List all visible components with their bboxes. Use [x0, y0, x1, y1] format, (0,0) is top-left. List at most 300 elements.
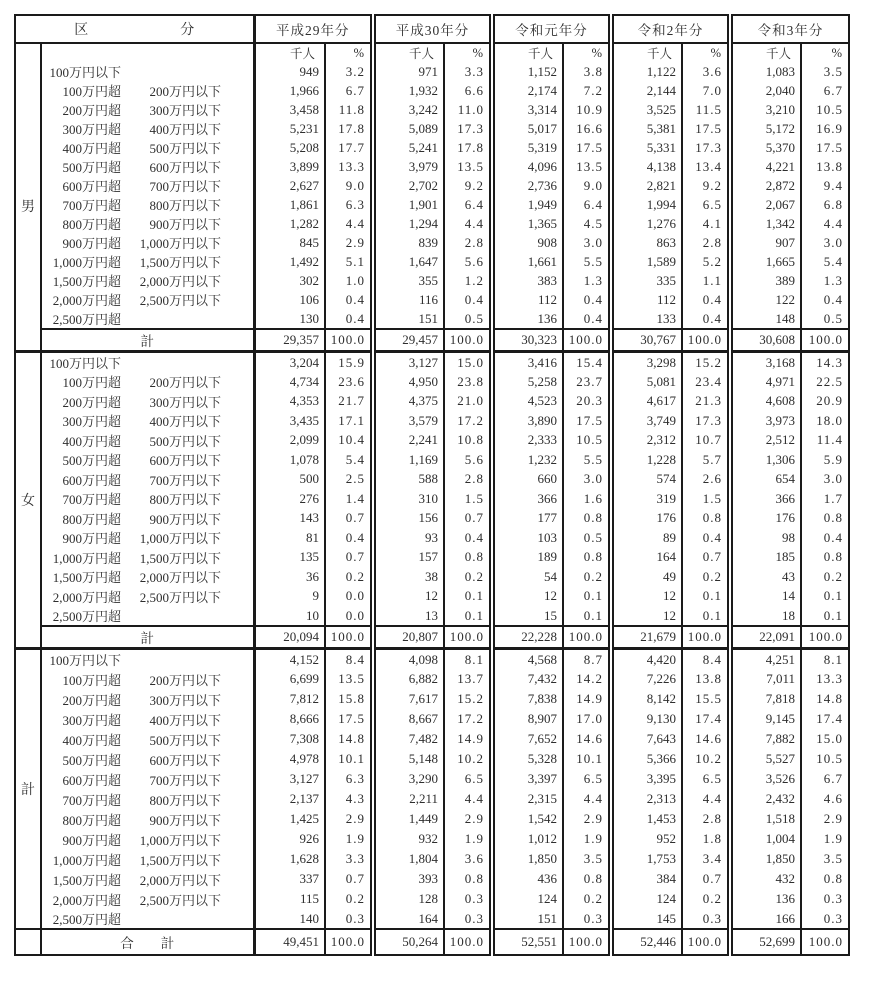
- count-value: 103: [492, 528, 563, 548]
- income-bracket-label: [41, 195, 254, 214]
- count-value: 98: [730, 528, 801, 548]
- percent-label: %: [563, 43, 611, 62]
- percent-value: 16.6: [563, 119, 611, 138]
- bracket-to: 700万円以下: [149, 772, 221, 788]
- percent-value: 3.2: [325, 62, 373, 81]
- percent-value: 8.4: [682, 649, 730, 670]
- count-value: 1,850: [730, 849, 801, 869]
- count-value: 4,152: [254, 649, 325, 670]
- percent-value: 0.2: [682, 567, 730, 587]
- count-value: 135: [254, 548, 325, 568]
- count-value: 14: [730, 587, 801, 607]
- count-value: 140: [254, 909, 325, 929]
- table-row: [15, 372, 849, 392]
- percent-value: 100.0: [801, 626, 849, 649]
- count-value: 7,226: [611, 669, 682, 689]
- count-value: 3,314: [492, 100, 563, 119]
- percent-value: 9.2: [444, 176, 492, 195]
- bracket-to: 800万円以下: [149, 792, 221, 808]
- percent-value: 17.0: [563, 709, 611, 729]
- count-value: 30,767: [611, 329, 682, 352]
- percent-value: 13.8: [801, 157, 849, 176]
- percent-value: 0.3: [801, 909, 849, 929]
- table-row: [15, 809, 849, 829]
- count-value: 908: [492, 233, 563, 252]
- count-value: 20,094: [254, 626, 325, 649]
- count-value: 36: [254, 567, 325, 587]
- bracket-to: 900万円以下: [149, 812, 221, 828]
- table-row: [15, 290, 849, 309]
- table-row: [15, 649, 849, 670]
- bracket-from: 600万円超: [62, 772, 121, 788]
- income-bracket-label: [41, 214, 254, 233]
- count-value: 6,699: [254, 669, 325, 689]
- count-value: 3,979: [373, 157, 444, 176]
- percent-value: 20.9: [801, 392, 849, 412]
- count-value: 1,276: [611, 214, 682, 233]
- count-value: 12: [611, 606, 682, 626]
- count-value: 2,099: [254, 431, 325, 451]
- count-value: 54: [492, 567, 563, 587]
- percent-value: 3.6: [444, 849, 492, 869]
- count-value: 1,453: [611, 809, 682, 829]
- percent-value: 13.5: [325, 669, 373, 689]
- count-value: 389: [730, 271, 801, 290]
- table-row: [15, 450, 849, 470]
- count-value: 5,081: [611, 372, 682, 392]
- income-bracket-label: [41, 470, 254, 490]
- count-value: 4,420: [611, 649, 682, 670]
- income-bracket-label: [41, 689, 254, 709]
- percent-value: 1.8: [682, 829, 730, 849]
- count-value: 926: [254, 829, 325, 849]
- percent-value: 3.3: [444, 62, 492, 81]
- percent-value: 4.4: [563, 789, 611, 809]
- count-value: 176: [611, 509, 682, 529]
- percent-value: 0.1: [682, 606, 730, 626]
- income-bracket-label: [41, 729, 254, 749]
- count-value: 1,753: [611, 849, 682, 869]
- percent-value: 0.7: [325, 548, 373, 568]
- bracket-to: 2,500万円以下: [139, 892, 221, 908]
- percent-value: 14.9: [444, 729, 492, 749]
- percent-value: 4.4: [325, 214, 373, 233]
- percent-value: 6.5: [682, 769, 730, 789]
- bracket-from: 700万円超: [62, 792, 121, 808]
- percent-value: 7.0: [682, 81, 730, 100]
- count-value: 9,130: [611, 709, 682, 729]
- count-value: 5,089: [373, 119, 444, 138]
- percent-value: 6.5: [563, 769, 611, 789]
- percent-value: 100.0: [325, 626, 373, 649]
- count-value: 5,208: [254, 138, 325, 157]
- percent-value: 15.0: [444, 352, 492, 373]
- count-value: 7,818: [730, 689, 801, 709]
- income-bracket-label: [41, 709, 254, 729]
- percent-value: 0.4: [444, 290, 492, 309]
- percent-value: 17.5: [563, 411, 611, 431]
- percent-value: 0.1: [801, 606, 849, 626]
- count-value: 143: [254, 509, 325, 529]
- count-value: 1,365: [492, 214, 563, 233]
- bracket-to: 1,500万円以下: [139, 255, 221, 270]
- income-bracket-label: [41, 290, 254, 309]
- bracket-from: 500万円超: [62, 160, 121, 175]
- count-value: 145: [611, 909, 682, 929]
- count-value: 2,211: [373, 789, 444, 809]
- income-bracket-label: [41, 62, 254, 81]
- percent-value: 100.0: [682, 929, 730, 955]
- percent-value: 3.5: [801, 62, 849, 81]
- income-bracket-label: [41, 411, 254, 431]
- count-value: 176: [730, 509, 801, 529]
- count-value: 574: [611, 470, 682, 490]
- bracket-from: 300万円超: [62, 712, 121, 728]
- percent-value: 0.3: [682, 909, 730, 929]
- percent-value: 4.4: [444, 214, 492, 233]
- count-value: 148: [730, 309, 801, 329]
- count-value: 3,973: [730, 411, 801, 431]
- percent-value: 17.1: [325, 411, 373, 431]
- count-value: 5,017: [492, 119, 563, 138]
- count-value: 5,231: [254, 119, 325, 138]
- income-bracket-label: [41, 869, 254, 889]
- count-value: 9: [254, 587, 325, 607]
- count-value: 4,568: [492, 649, 563, 670]
- count-value: 7,652: [492, 729, 563, 749]
- percent-value: 2.9: [801, 809, 849, 829]
- percent-value: 14.2: [563, 669, 611, 689]
- percent-value: 100.0: [563, 929, 611, 955]
- percent-value: 0.0: [325, 606, 373, 626]
- percent-value: 0.4: [682, 290, 730, 309]
- count-value: 22,228: [492, 626, 563, 649]
- count-value: 5,172: [730, 119, 801, 138]
- percent-value: 0.2: [325, 567, 373, 587]
- count-value: 22,091: [730, 626, 801, 649]
- count-value: 52,551: [492, 929, 563, 955]
- count-value: 189: [492, 548, 563, 568]
- bracket-from: 900万円超: [62, 236, 121, 251]
- count-value: 393: [373, 869, 444, 889]
- count-value: 1,932: [373, 81, 444, 100]
- count-value: 1,078: [254, 450, 325, 470]
- count-value: 319: [611, 489, 682, 509]
- count-value: 863: [611, 233, 682, 252]
- count-value: 5,331: [611, 138, 682, 157]
- income-bracket-label: [41, 271, 254, 290]
- count-value: 1,282: [254, 214, 325, 233]
- count-value: 185: [730, 548, 801, 568]
- count-value: 4,251: [730, 649, 801, 670]
- count-value: 122: [730, 290, 801, 309]
- bracket-from: 100万円以下: [49, 65, 121, 80]
- percent-value: 17.4: [801, 709, 849, 729]
- table-row: [15, 214, 849, 233]
- count-value: 12: [611, 587, 682, 607]
- percent-value: 4.4: [682, 789, 730, 809]
- count-value: 500: [254, 470, 325, 490]
- percent-value: 2.8: [682, 809, 730, 829]
- count-value: 1,994: [611, 195, 682, 214]
- percent-value: 15.8: [325, 689, 373, 709]
- percent-label: %: [444, 43, 492, 62]
- unit-label: 千人: [254, 43, 325, 62]
- count-value: 7,011: [730, 669, 801, 689]
- unit-header-spacer: [41, 43, 254, 62]
- percent-value: 9.0: [325, 176, 373, 195]
- bracket-to: 200万円以下: [149, 84, 221, 99]
- count-value: 335: [611, 271, 682, 290]
- bracket-from: 2,500万円超: [52, 609, 121, 624]
- bracket-to: 500万円以下: [149, 141, 221, 156]
- percent-value: 100.0: [682, 626, 730, 649]
- bracket-from: 200万円超: [62, 103, 121, 118]
- percent-value: 14.8: [325, 729, 373, 749]
- percent-value: 0.7: [325, 509, 373, 529]
- income-bracket-label: [41, 769, 254, 789]
- count-value: 81: [254, 528, 325, 548]
- count-value: 5,527: [730, 749, 801, 769]
- count-value: 164: [611, 548, 682, 568]
- bracket-to: 2,000万円以下: [139, 274, 221, 289]
- percent-value: 0.7: [682, 548, 730, 568]
- count-value: 2,313: [611, 789, 682, 809]
- count-value: 1,122: [611, 62, 682, 81]
- table-row: [15, 729, 849, 749]
- bracket-to: 300万円以下: [149, 692, 221, 708]
- count-value: 106: [254, 290, 325, 309]
- count-value: 1,425: [254, 809, 325, 829]
- count-value: 130: [254, 309, 325, 329]
- percent-value: 17.5: [325, 709, 373, 729]
- table-row: [15, 548, 849, 568]
- count-value: 2,627: [254, 176, 325, 195]
- percent-value: 0.4: [563, 309, 611, 329]
- percent-value: 1.7: [801, 489, 849, 509]
- percent-value: 1.9: [444, 829, 492, 849]
- percent-value: 0.3: [801, 889, 849, 909]
- count-value: 3,210: [730, 100, 801, 119]
- subtotal-label: 計: [41, 626, 254, 649]
- table-row: [15, 431, 849, 451]
- percent-value: 5.4: [325, 450, 373, 470]
- table-row: [15, 100, 849, 119]
- percent-value: 0.8: [801, 869, 849, 889]
- percent-value: 0.4: [682, 528, 730, 548]
- income-bracket-label: [41, 909, 254, 929]
- table-row: [15, 669, 849, 689]
- count-value: 3,416: [492, 352, 563, 373]
- percent-value: 17.7: [325, 138, 373, 157]
- percent-value: 16.9: [801, 119, 849, 138]
- count-value: 4,096: [492, 157, 563, 176]
- percent-value: 0.4: [325, 290, 373, 309]
- count-value: 3,204: [254, 352, 325, 373]
- year-header-h29: 平成29年分: [254, 15, 373, 43]
- count-value: 2,512: [730, 431, 801, 451]
- percent-value: 15.5: [682, 689, 730, 709]
- percent-value: 100.0: [801, 929, 849, 955]
- count-value: 1,449: [373, 809, 444, 829]
- table-body: [15, 62, 849, 955]
- count-value: 2,821: [611, 176, 682, 195]
- count-value: 2,702: [373, 176, 444, 195]
- count-value: 43: [730, 567, 801, 587]
- percent-value: 0.1: [444, 587, 492, 607]
- bracket-to: 600万円以下: [149, 160, 221, 175]
- count-value: 1,169: [373, 450, 444, 470]
- percent-value: 0.5: [563, 528, 611, 548]
- percent-value: 10.1: [325, 749, 373, 769]
- bracket-to: 600万円以下: [149, 453, 221, 469]
- bracket-to: 300万円以下: [149, 394, 221, 410]
- bracket-to: 500万円以下: [149, 433, 221, 449]
- income-bracket-label: [41, 309, 254, 329]
- table-row: [15, 689, 849, 709]
- percent-value: 23.8: [444, 372, 492, 392]
- income-bracket-label: [41, 528, 254, 548]
- bracket-from: 600万円超: [62, 472, 121, 488]
- year-header-r03: 令和3年分: [730, 15, 849, 43]
- bracket-from: 2,000万円超: [52, 892, 121, 908]
- percent-value: 2.5: [325, 470, 373, 490]
- percent-value: 11.5: [682, 100, 730, 119]
- count-value: 3,395: [611, 769, 682, 789]
- percent-value: 1.9: [563, 829, 611, 849]
- percent-value: 5.7: [682, 450, 730, 470]
- count-value: 29,357: [254, 329, 325, 352]
- percent-value: 15.0: [801, 729, 849, 749]
- bracket-from: 100万円以下: [49, 356, 121, 371]
- count-value: 5,258: [492, 372, 563, 392]
- count-value: 133: [611, 309, 682, 329]
- percent-value: 17.2: [444, 709, 492, 729]
- section-label: 計: [15, 649, 41, 930]
- bracket-from: 400万円超: [62, 141, 121, 156]
- table-row: [15, 271, 849, 290]
- percent-value: 0.2: [325, 889, 373, 909]
- percent-value: 5.2: [682, 252, 730, 271]
- year-header-r02: 令和2年分: [611, 15, 730, 43]
- income-bracket-label: [41, 450, 254, 470]
- income-bracket-label: [41, 100, 254, 119]
- count-value: 1,949: [492, 195, 563, 214]
- income-bracket-label: [41, 157, 254, 176]
- percent-value: 21.3: [682, 392, 730, 412]
- count-value: 1,966: [254, 81, 325, 100]
- bracket-from: 2,500万円超: [52, 912, 121, 927]
- percent-value: 0.8: [682, 509, 730, 529]
- count-value: 20,807: [373, 626, 444, 649]
- bracket-to: 300万円以下: [149, 103, 221, 118]
- bracket-from: 900万円超: [62, 832, 121, 848]
- percent-value: 2.9: [444, 809, 492, 829]
- percent-value: 9.4: [801, 176, 849, 195]
- count-value: 3,290: [373, 769, 444, 789]
- percent-value: 21.7: [325, 392, 373, 412]
- count-value: 3,435: [254, 411, 325, 431]
- count-value: 136: [730, 889, 801, 909]
- percent-value: 6.7: [801, 81, 849, 100]
- count-value: 3,899: [254, 157, 325, 176]
- income-bracket-label: [41, 233, 254, 252]
- percent-value: 11.8: [325, 100, 373, 119]
- count-value: 4,353: [254, 392, 325, 412]
- count-value: 6,882: [373, 669, 444, 689]
- table-row: [15, 587, 849, 607]
- percent-value: 3.5: [563, 849, 611, 869]
- count-value: 128: [373, 889, 444, 909]
- income-bracket-label: [41, 587, 254, 607]
- percent-value: 5.5: [563, 252, 611, 271]
- count-value: 4,375: [373, 392, 444, 412]
- bracket-to: 2,000万円以下: [139, 570, 221, 586]
- count-value: 177: [492, 509, 563, 529]
- count-value: 5,241: [373, 138, 444, 157]
- percent-label: %: [682, 43, 730, 62]
- percent-value: 1.3: [801, 271, 849, 290]
- count-value: 1,589: [611, 252, 682, 271]
- table-row: [15, 233, 849, 252]
- percent-value: 10.2: [682, 749, 730, 769]
- bracket-from: 300万円超: [62, 122, 121, 137]
- count-value: 9,145: [730, 709, 801, 729]
- count-value: 2,137: [254, 789, 325, 809]
- count-value: 2,241: [373, 431, 444, 451]
- count-value: 1,232: [492, 450, 563, 470]
- bracket-from: 200万円超: [62, 394, 121, 410]
- percent-value: 6.3: [325, 769, 373, 789]
- percent-value: 1.5: [682, 489, 730, 509]
- subtotal-row: [15, 626, 849, 649]
- bracket-from: 1,500万円超: [52, 872, 121, 888]
- income-bracket-label: [41, 176, 254, 195]
- count-value: 3,242: [373, 100, 444, 119]
- percent-value: 3.0: [801, 233, 849, 252]
- bracket-to: 900万円以下: [149, 511, 221, 527]
- percent-value: 0.8: [801, 548, 849, 568]
- bracket-to: 2,000万円以下: [139, 872, 221, 888]
- percent-value: 15.9: [325, 352, 373, 373]
- unit-label: 千人: [492, 43, 563, 62]
- bracket-from: 800万円超: [62, 812, 121, 828]
- count-value: 157: [373, 548, 444, 568]
- percent-value: 0.1: [563, 587, 611, 607]
- subtotal-label: 計: [41, 329, 254, 352]
- count-value: 136: [492, 309, 563, 329]
- percent-value: 100.0: [444, 929, 492, 955]
- percent-value: 5.4: [801, 252, 849, 271]
- count-value: 7,432: [492, 669, 563, 689]
- count-value: 1,665: [730, 252, 801, 271]
- income-bracket-label: [41, 81, 254, 100]
- count-value: 3,526: [730, 769, 801, 789]
- percent-value: 17.4: [682, 709, 730, 729]
- percent-value: 1.4: [325, 489, 373, 509]
- table-row: [15, 470, 849, 490]
- count-value: 115: [254, 889, 325, 909]
- count-value: 3,298: [611, 352, 682, 373]
- table-row: [15, 849, 849, 869]
- bracket-from: 500万円超: [62, 453, 121, 469]
- percent-value: 0.7: [444, 509, 492, 529]
- bracket-from: 2,500万円超: [52, 312, 121, 327]
- percent-value: 0.8: [563, 548, 611, 568]
- bracket-from: 700万円超: [62, 492, 121, 508]
- bracket-to: 800万円以下: [149, 492, 221, 508]
- percent-value: 23.6: [325, 372, 373, 392]
